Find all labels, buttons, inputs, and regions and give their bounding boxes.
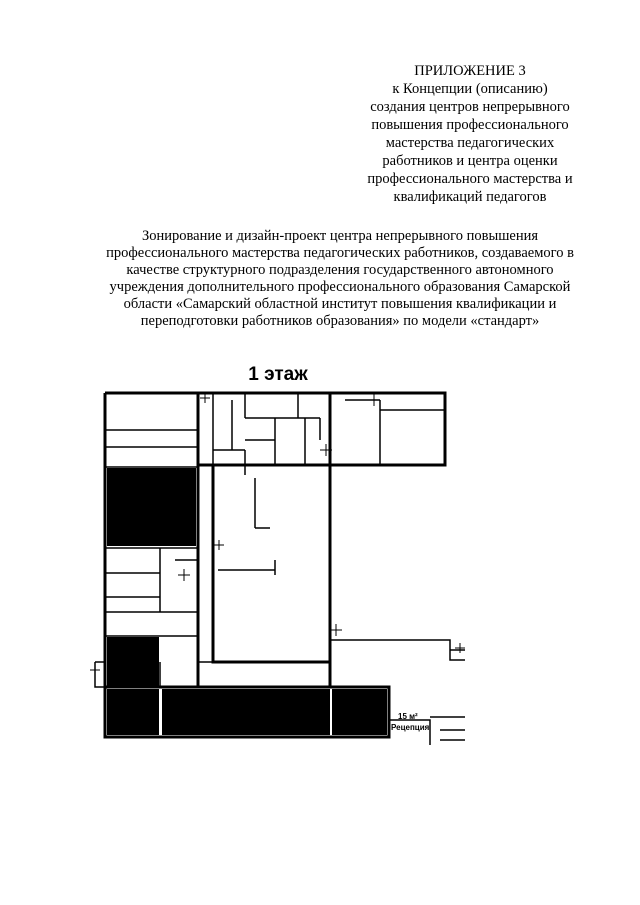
title-line: качестве структурного подразделения государственного автономного bbox=[126, 262, 554, 278]
zone-filled bbox=[107, 468, 196, 546]
zone-filled bbox=[162, 689, 330, 735]
reception-area: 15 м² bbox=[398, 712, 418, 721]
appendix-line: квалификаций педагогов bbox=[393, 189, 547, 205]
reception-label: Рецепция bbox=[391, 723, 430, 732]
appendix-line: профессионального мастерства и bbox=[367, 171, 573, 187]
floor-title: 1 этаж bbox=[248, 364, 308, 385]
appendix-line: повышения профессионального bbox=[371, 117, 569, 133]
appendix-line: мастерства педагогических bbox=[385, 135, 555, 151]
appendix-line: создания центров непрерывного bbox=[370, 99, 570, 115]
wall-top-block bbox=[198, 393, 330, 465]
title-line: переподготовки работников образования» по модели «стандарт» bbox=[140, 313, 540, 329]
wall-right-wing bbox=[330, 393, 445, 465]
appendix-line: работников и центра оценки bbox=[382, 153, 558, 169]
zone-filled bbox=[107, 637, 159, 686]
zone-filled bbox=[332, 689, 387, 735]
wall-arm bbox=[330, 640, 465, 660]
appendix-line: к Концепции (описанию) bbox=[392, 81, 548, 97]
wall-central-hall bbox=[213, 465, 330, 662]
title-line: области «Самарский областной институт повышения квалификации и bbox=[123, 296, 557, 312]
title-line: учреждения дополнительного профессионального образования Самарской bbox=[109, 279, 571, 295]
zone-filled bbox=[107, 689, 159, 735]
title-line: Зонирование и дизайн-проект центра непрерывного повышения bbox=[141, 228, 539, 244]
title-line: профессионального мастерства педагогических работников, создаваемого в bbox=[106, 245, 574, 261]
appendix-line: ПРИЛОЖЕНИЕ 3 bbox=[414, 63, 526, 79]
